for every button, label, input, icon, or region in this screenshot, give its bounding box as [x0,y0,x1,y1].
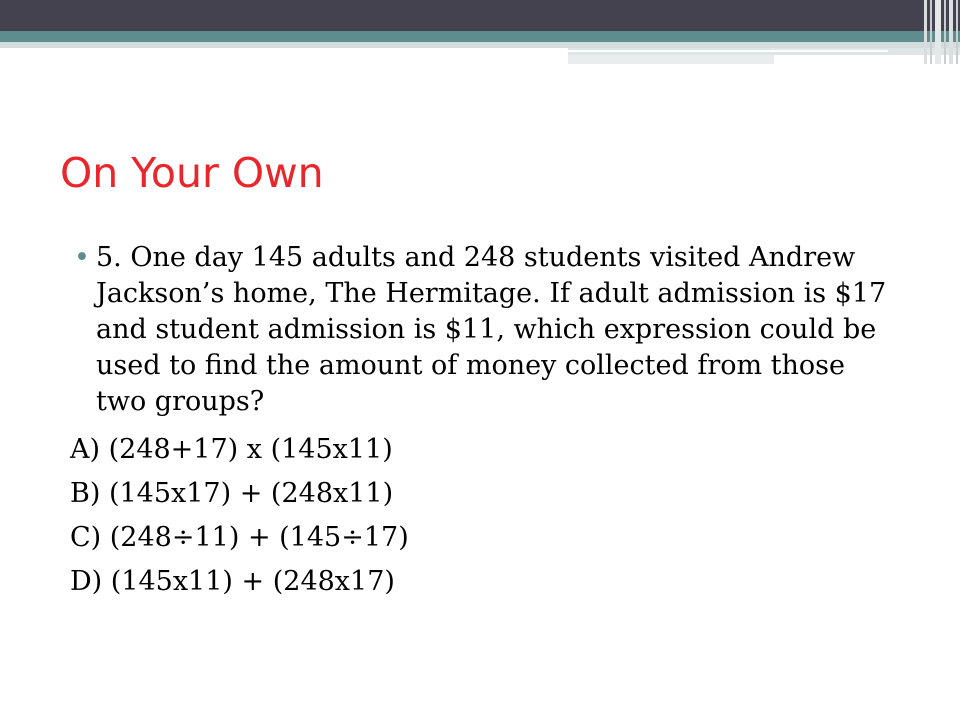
question-text: 5. One day 145 adults and 248 students visited Andrew Jackson’s home, The Hermitage. If adult admission is $17 and student admission is $11, which expression could be used to find the amount of money collected from those two groups? [96,242,887,417]
answer-option-b: B) (145x17) + (248x11) [70,478,394,509]
header-bar-dark [0,0,960,31]
answer-option-d: D) (145x11) + (248x17) [70,566,395,597]
header-accent-line [568,50,888,52]
bullet-icon: • [74,242,90,273]
slide-content [70,240,900,604]
slide-title: On Your Own [60,149,324,197]
header-accent-bar-short [568,55,774,64]
header-bar-teal [0,31,960,42]
answer-option-c: C) (248÷11) + (145÷17) [70,522,409,553]
question-paragraph [70,240,900,420]
answer-option-a: A) (248+17) x (145x11) [70,434,393,465]
header-stripes [922,0,960,64]
